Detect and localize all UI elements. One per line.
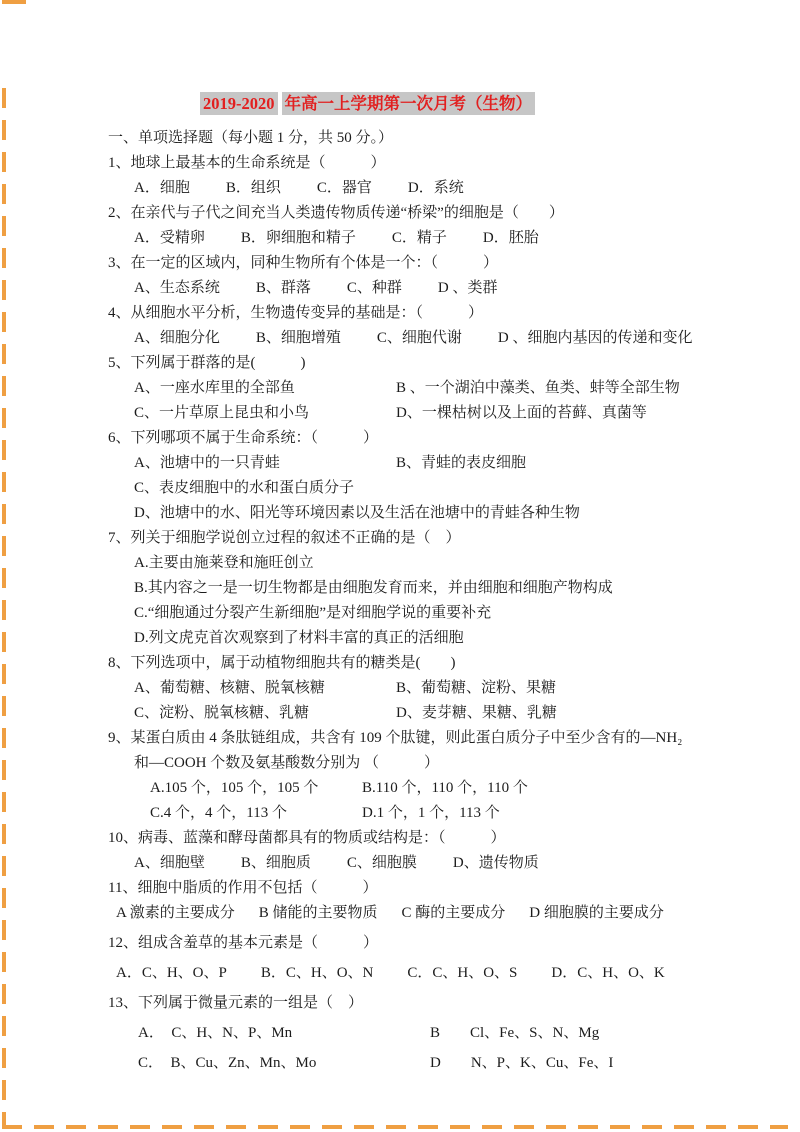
option-item: D 、类群 bbox=[437, 280, 498, 296]
page-border-left bbox=[2, 88, 6, 1129]
options-line bbox=[134, 701, 726, 726]
line-text: 1、地球上最基本的生命系统是（ ） bbox=[108, 155, 386, 171]
options-line bbox=[150, 801, 726, 826]
text-line bbox=[108, 991, 726, 1016]
option-item: D N、P、K、Cu、Fe、I bbox=[430, 1055, 614, 1071]
option-item: C． B、Cu、Zn、Mn、Mo bbox=[138, 1055, 317, 1071]
option-item: D 细胞膜的主要成分 bbox=[529, 905, 664, 921]
line-text: B.其内容之一是一切生物都是由细胞发育而来，并由细胞和细胞产物构成 bbox=[134, 580, 613, 596]
text-line bbox=[108, 251, 726, 276]
options-line bbox=[134, 676, 726, 701]
options-line bbox=[134, 451, 726, 476]
option-item: B、细胞增殖 bbox=[255, 330, 341, 346]
option-item: B．组织 bbox=[225, 180, 281, 196]
option-item: A.105 个，105 个，105 个 bbox=[150, 780, 319, 796]
options-line bbox=[134, 501, 726, 526]
line-text: C.“细胞通过分裂产生新细胞”是对细胞学说的重要补充 bbox=[134, 605, 492, 621]
text-line bbox=[108, 201, 726, 226]
option-item: B．C、H、O、N bbox=[260, 965, 374, 981]
page-border-bottom bbox=[2, 1125, 788, 1129]
option-item: A．细胞 bbox=[134, 180, 190, 196]
option-item: C.4 个，4 个，113 个 bbox=[150, 805, 287, 821]
question-list bbox=[108, 126, 726, 1076]
text-line bbox=[108, 526, 726, 551]
line-text: 8、下列选项中，属于动植物细胞共有的糖类是( ) bbox=[108, 655, 456, 671]
options-line bbox=[134, 276, 726, 301]
option-item: B 储能的主要物质 bbox=[258, 905, 378, 921]
page-border-corner-tick bbox=[2, 0, 26, 4]
option-item: C．器官 bbox=[316, 180, 372, 196]
option-item: B．卵细胞和精子 bbox=[240, 230, 356, 246]
options-line bbox=[134, 226, 726, 251]
options-line bbox=[134, 601, 726, 626]
options-line bbox=[134, 176, 726, 201]
text-line bbox=[108, 726, 726, 751]
line-text: 和—COOH 个数及氨基酸数分别为 （ ） bbox=[134, 755, 440, 771]
option-item: D、麦芽糖、果糖、乳糖 bbox=[396, 705, 557, 721]
options-line bbox=[134, 326, 726, 351]
option-item: A 激素的主要成分 bbox=[116, 905, 235, 921]
line-text: 5、下列属于群落的是( ) bbox=[108, 355, 306, 371]
line-text: D.列文虎克首次观察到了材料丰富的真正的活细胞 bbox=[134, 630, 464, 646]
option-item: C、种群 bbox=[346, 280, 402, 296]
options-line bbox=[116, 961, 726, 986]
option-item: A、葡萄糖、核糖、脱氧核糖 bbox=[134, 680, 325, 696]
option-item: B、葡萄糖、淀粉、果糖 bbox=[396, 680, 557, 696]
line-text: 7、列关于细胞学说创立过程的叙述不正确的是（ ） bbox=[108, 530, 461, 546]
text-line bbox=[108, 426, 726, 451]
option-item: C、细胞代谢 bbox=[376, 330, 462, 346]
line-text: 10、病毒、蓝藻和酵母菌都具有的物质或结构是：（ ） bbox=[108, 830, 506, 846]
text-line bbox=[108, 126, 726, 151]
option-item: B、群落 bbox=[255, 280, 311, 296]
line-text: C、表皮细胞中的水和蛋白质分子 bbox=[134, 480, 355, 496]
exam-title-main: 年高一上学期第一次月考（生物） bbox=[282, 92, 536, 115]
options-line bbox=[150, 776, 726, 801]
option-item: C．精子 bbox=[391, 230, 447, 246]
options-line bbox=[134, 551, 726, 576]
text-line bbox=[108, 151, 726, 176]
line-text: 4、从细胞水平分析，生物遗传变异的基础是：（ ） bbox=[108, 305, 484, 321]
option-item: A、生态系统 bbox=[134, 280, 220, 296]
option-item: D、遗传物质 bbox=[452, 855, 539, 871]
option-item: D．系统 bbox=[407, 180, 464, 196]
line-text: 13、下列属于微量元素的一组是（ ） bbox=[108, 995, 364, 1011]
option-item: B、细胞质 bbox=[240, 855, 311, 871]
option-item: A、池塘中的一只青蛙 bbox=[134, 455, 280, 471]
exam-paper bbox=[108, 92, 726, 1076]
options-line bbox=[138, 1051, 726, 1076]
option-item: C、淀粉、脱氧核糖、乳糖 bbox=[134, 705, 310, 721]
line-text: 9、某蛋白质由 4 条肽链组成，共含有 109 个肽键，则此蛋白质分子中至少含有的—NH₂ bbox=[108, 730, 683, 746]
line-text: 11、细胞中脂质的作用不包括（ ） bbox=[108, 880, 378, 896]
line-text: 6、下列哪项不属于生命系统：（ ） bbox=[108, 430, 379, 446]
option-item: D 、细胞内基因的传递和变化 bbox=[497, 330, 693, 346]
option-item: B 、一个湖泊中藻类、鱼类、蚌等全部生物 bbox=[396, 380, 680, 396]
option-item: C 酶的主要成分 bbox=[401, 905, 506, 921]
option-item: D、一棵枯树以及上面的苔藓、真菌等 bbox=[396, 405, 647, 421]
options-line bbox=[116, 901, 726, 926]
options-line bbox=[134, 851, 726, 876]
option-item: B、青蛙的表皮细胞 bbox=[396, 455, 527, 471]
option-item: A．C、H、O、P bbox=[116, 965, 227, 981]
option-item: C．C、H、O、S bbox=[407, 965, 518, 981]
options-line bbox=[134, 576, 726, 601]
option-item: B Cl、Fe、S、N、Mg bbox=[430, 1025, 600, 1041]
line-text: 一、单项选择题（每小题 1 分，共 50 分。） bbox=[108, 130, 394, 146]
text-line bbox=[108, 876, 726, 901]
option-item: A、一座水库里的全部鱼 bbox=[134, 380, 295, 396]
option-item: A、细胞壁 bbox=[134, 855, 205, 871]
options-line bbox=[138, 1021, 726, 1046]
option-item: C、细胞膜 bbox=[346, 855, 417, 871]
text-line bbox=[134, 751, 726, 776]
line-text: 12、组成含羞草的基本元素是（ ） bbox=[108, 935, 379, 951]
text-line bbox=[108, 826, 726, 851]
option-item: A、细胞分化 bbox=[134, 330, 220, 346]
options-line bbox=[134, 626, 726, 651]
line-text: 2、在亲代与子代之间充当人类遗传物质传递“桥梁”的细胞是（ ） bbox=[108, 205, 564, 221]
exam-title-year: 2019-2020 bbox=[200, 92, 278, 115]
option-item: D．胚胎 bbox=[482, 230, 539, 246]
text-line bbox=[108, 651, 726, 676]
option-item: D．C、H、O、K bbox=[551, 965, 665, 981]
line-text: A.主要由施莱登和施旺创立 bbox=[134, 555, 314, 571]
option-item: D.1 个，1 个，113 个 bbox=[362, 805, 500, 821]
option-item: B.110 个，110 个，110 个 bbox=[362, 780, 528, 796]
line-text: D、池塘中的水、阳光等环境因素以及生活在池塘中的青蛙各种生物 bbox=[134, 505, 580, 521]
options-line bbox=[134, 476, 726, 501]
text-line bbox=[108, 301, 726, 326]
option-item: C、一片草原上昆虫和小鸟 bbox=[134, 405, 310, 421]
options-line bbox=[134, 401, 726, 426]
page-title bbox=[200, 92, 726, 116]
line-text: 3、在一定的区域内，同种生物所有个体是一个：（ ） bbox=[108, 255, 499, 271]
text-line bbox=[108, 351, 726, 376]
option-item: A．受精卵 bbox=[134, 230, 205, 246]
option-item: A． C、H、N、P、Mn bbox=[138, 1025, 293, 1041]
text-line bbox=[108, 931, 726, 956]
options-line bbox=[134, 376, 726, 401]
